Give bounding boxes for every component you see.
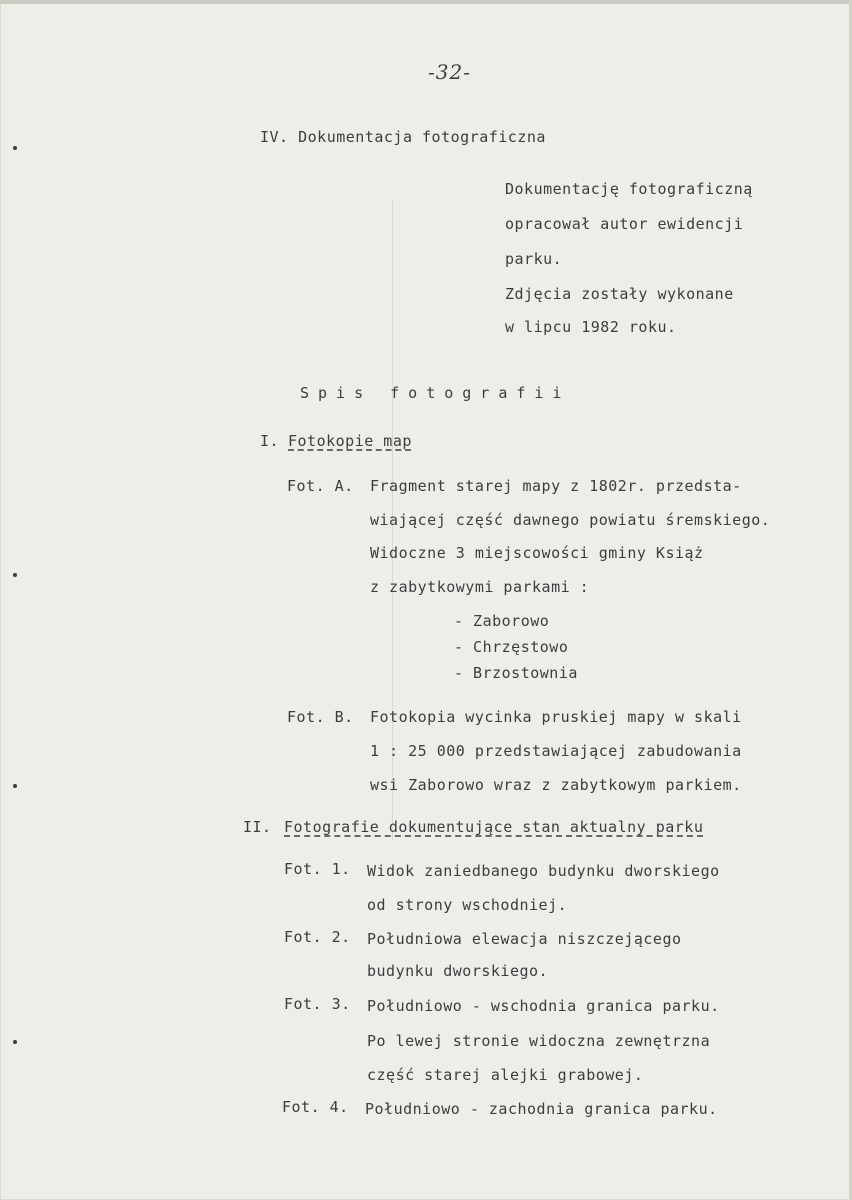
intro-line: Dokumentację fotograficzną xyxy=(505,180,753,198)
village-item: - Zaborowo xyxy=(454,612,550,630)
fot-a-line: wiającej część dawnego powiatu śremskiego. xyxy=(370,511,771,529)
fot-1-label: Fot. 1. xyxy=(284,860,351,878)
punch-hole-mark xyxy=(13,1040,17,1044)
section-i-title: Fotokopie map xyxy=(288,432,412,450)
fot-3-line: Po lewej stronie widoczna zewnętrzna xyxy=(367,1032,711,1050)
section-iv-heading: IV. Dokumentacja fotograficzna xyxy=(260,128,546,146)
intro-line: parku. xyxy=(505,250,563,268)
section-ii-number: II. xyxy=(243,818,272,836)
section-i-number: I. xyxy=(260,432,280,450)
fot-3-line: część starej alejki grabowej. xyxy=(367,1066,644,1084)
fot-4-label: Fot. 4. xyxy=(282,1098,349,1116)
fot-2-line: budynku dworskiego. xyxy=(367,962,549,980)
fot-1-line: od strony wschodniej. xyxy=(367,896,568,914)
punch-hole-mark xyxy=(13,573,17,577)
list-title: Spis fotografii xyxy=(300,384,571,402)
fot-a-line: Widoczne 3 miejscowości gminy Książ xyxy=(370,544,704,562)
fot-a-label: Fot. A. xyxy=(287,477,354,495)
village-item: - Brzostownia xyxy=(454,664,578,682)
fot-3-label: Fot. 3. xyxy=(284,995,351,1013)
fot-4-line: Południowo - zachodnia granica parku. xyxy=(365,1100,718,1118)
page-number: -32- xyxy=(428,60,471,84)
fot-2-label: Fot. 2. xyxy=(284,928,351,946)
intro-line: w lipcu 1982 roku. xyxy=(505,318,677,336)
village-item: - Chrzęstowo xyxy=(454,638,569,656)
section-ii-title: Fotografie dokumentujące stan aktualny parku xyxy=(284,818,704,836)
fot-b-line: Fotokopia wycinka pruskiej mapy w skali xyxy=(370,708,742,726)
fot-a-line: Fragment starej mapy z 1802r. przedsta- xyxy=(370,477,742,495)
page-top-edge xyxy=(0,0,852,4)
fot-a-line: z zabytkowymi parkami : xyxy=(370,578,590,596)
fot-2-line: Południowa elewacja niszczejącego xyxy=(367,930,682,948)
fot-b-line: 1 : 25 000 przedstawiającej zabudowania xyxy=(370,742,742,760)
fot-b-label: Fot. B. xyxy=(287,708,354,726)
punch-hole-mark xyxy=(13,784,17,788)
intro-line: opracował autor ewidencji xyxy=(505,215,744,233)
intro-line: Zdjęcia zostały wykonane xyxy=(505,285,734,303)
fot-3-line: Południowo - wschodnia granica parku. xyxy=(367,997,720,1015)
fot-b-line: wsi Zaborowo wraz z zabytkowym parkiem. xyxy=(370,776,742,794)
fot-1-line: Widok zaniedbanego budynku dworskiego xyxy=(367,862,720,880)
punch-hole-mark xyxy=(13,146,17,150)
